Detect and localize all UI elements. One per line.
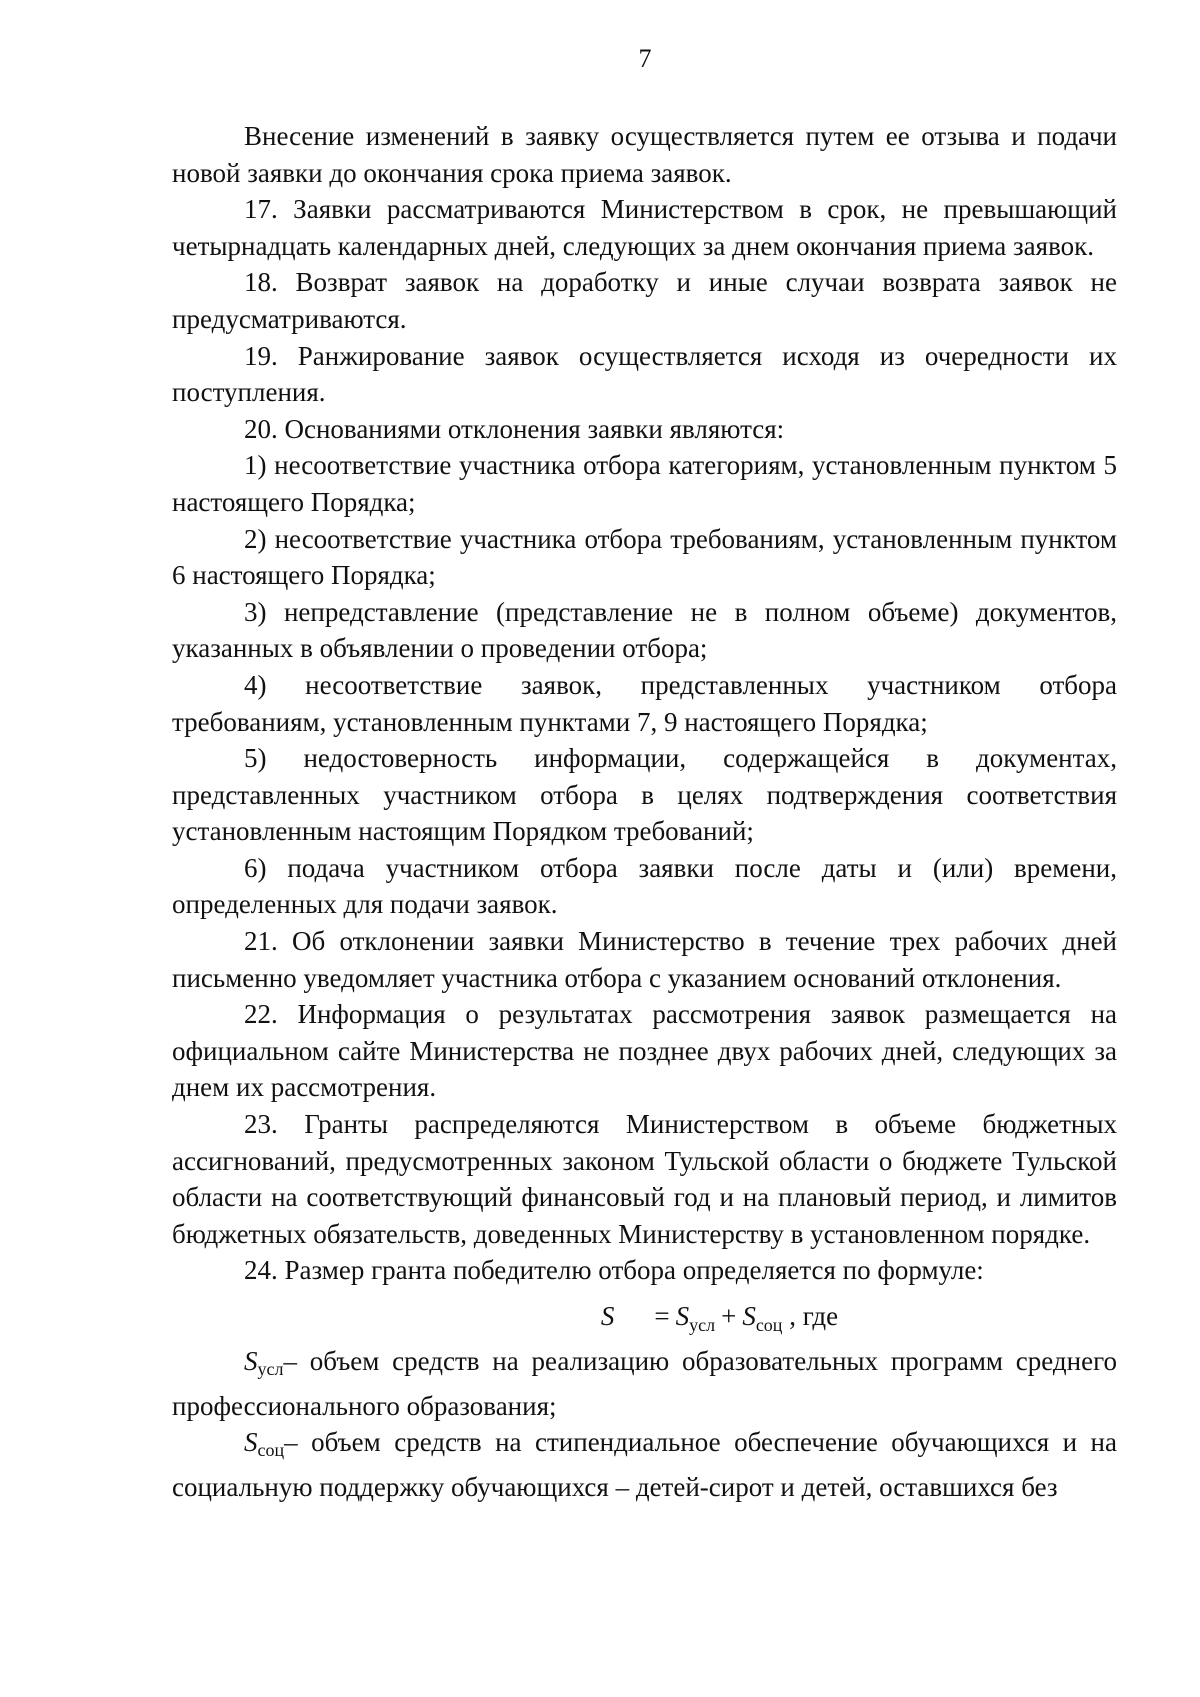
page-number: 7: [638, 44, 652, 73]
paragraph-24: 24. Размер гранта победителю отбора определяется по формуле:: [244, 1255, 984, 1286]
formula-term1-sub: усл: [689, 1315, 716, 1335]
definition-s-soc-text: – объем средств на стипендиальное обеспечение обучающихся и на социальную поддержку обучающихся – детей-сирот и детей, оставшихся без: [172, 1427, 1117, 1502]
formula-term1-var: S: [675, 1301, 690, 1331]
list-item-5: 5) недостоверность информации, содержащейся в документах, представленных участником отбора в целях подтверждения соответствия установленным настоящим Порядком требований;: [172, 743, 1117, 847]
definition-s-soc-var: S: [244, 1427, 258, 1458]
list-item-4: 4) несоответствие заявок, представленных участником отбора требованиям, установленным пунктами 7, 9 настоящего Порядка;: [172, 669, 1117, 737]
list-item-3: 3) непредставление (представление не в полном объеме) документов, указанных в объявлении о проведении отбора;: [172, 596, 1117, 664]
paragraph-21: 21. Об отклонении заявки Министерство в течение трех рабочих дней письменно уведомляет участника отбора с указанием оснований отклонения.: [172, 926, 1117, 993]
definition-s-usl-var: S: [244, 1346, 258, 1376]
formula-plus: +: [721, 1301, 737, 1331]
paragraph-20: 20. Основаниями отклонения заявки являются:: [244, 413, 785, 444]
document-body: [172, 118, 1117, 1505]
list-item-6: 6) подача участником отбора заявки после даты и (или) времени, определенных для подачи заявок.: [172, 852, 1117, 920]
definition-s-usl: [172, 1343, 1117, 1424]
formula-suffix: , где: [789, 1301, 839, 1331]
formula-lhs: S: [600, 1301, 615, 1331]
formula-term2-sub: соц: [755, 1315, 783, 1335]
definition-s-usl-text: – объем средств на реализацию образовательных программ среднего профессионального образования;: [172, 1346, 1117, 1421]
formula-equals: =: [654, 1301, 670, 1331]
list-item-1: 1) несоответствие участника отбора категориям, установленным пунктом 5 настоящего Порядка;: [172, 450, 1117, 517]
grant-formula: [172, 1289, 1117, 1343]
paragraph-23: 23. Гранты распределяются Министерством в объеме бюджетных ассигнований, предусмотренных законом Тульской области о бюджете Тульской области на соответствующий финансовый год и на плановый период, и лимитов бюджетных обязательств, доведенных Министерству в установленном порядке.: [172, 1109, 1117, 1249]
paragraph-19: 19. Ранжирование заявок осуществляется исходя из очередности их поступления.: [172, 340, 1117, 408]
formula-term2-var: S: [742, 1301, 756, 1331]
paragraph-22: 22. Информация о результатах рассмотрения заявок размещается на официальном сайте Министерства не позднее двух рабочих дней, следующих за днем их рассмотрения.: [172, 999, 1117, 1103]
paragraph-intro: Внесение изменений в заявку осуществляется путем ее отзыва и подачи новой заявки до окончания срока приема заявок.: [172, 121, 1117, 188]
definition-s-soc: [172, 1424, 1117, 1505]
paragraph-18: 18. Возврат заявок на доработку и иные случаи возврата заявок не предусматриваются.: [172, 267, 1117, 334]
definition-s-soc-sub: соц: [257, 1440, 285, 1461]
definition-s-usl-sub: усл: [257, 1359, 284, 1379]
list-item-2: 2) несоответствие участника отбора требованиям, установленным пунктом 6 настоящего Порядка;: [172, 523, 1117, 591]
paragraph-17: 17. Заявки рассматриваются Министерством в срок, не превышающий четырнадцать календарных дней, следующих за днем окончания приема заявок.: [172, 194, 1117, 261]
